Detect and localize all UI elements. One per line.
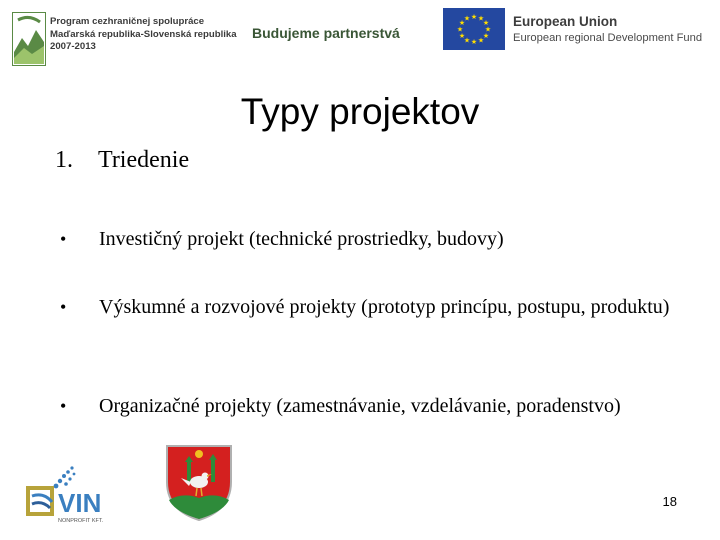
svg-text:★: ★ bbox=[458, 19, 466, 27]
eu-title: European Union bbox=[513, 14, 618, 29]
svg-text:★: ★ bbox=[456, 25, 464, 34]
bullet-text: Investičný projekt (technické prostriedky, budovy) bbox=[99, 228, 504, 250]
heading-number: 1. bbox=[55, 147, 73, 173]
bullet-symbol: • bbox=[60, 396, 67, 416]
slide-title: Typy projektov bbox=[240, 91, 480, 132]
vin-logo-subtext: NONPROFIT KFT. bbox=[58, 518, 104, 524]
svg-text:★: ★ bbox=[463, 14, 471, 23]
program-logo bbox=[12, 12, 46, 66]
vin-logo-text: VIN bbox=[58, 488, 102, 518]
vin-logo bbox=[24, 466, 144, 524]
program-line: Program cezhraničnej spolupráce bbox=[50, 16, 205, 27]
svg-text:★: ★ bbox=[484, 25, 492, 34]
svg-text:★: ★ bbox=[477, 36, 485, 45]
eu-subtitle: European regional Development Fund bbox=[513, 32, 703, 44]
svg-text:★: ★ bbox=[477, 14, 485, 23]
bullet-symbol: • bbox=[60, 229, 67, 249]
bullet-text: Organizačné projekty (zamestnávanie, vzdelávanie, poradenstvo) bbox=[99, 395, 621, 417]
bullet-symbol: • bbox=[60, 297, 67, 317]
program-line: 2007-2013 bbox=[50, 41, 96, 53]
svg-text:★: ★ bbox=[470, 13, 478, 21]
svg-text:★: ★ bbox=[470, 38, 478, 46]
svg-text:★: ★ bbox=[463, 36, 471, 45]
eu-flag-icon bbox=[443, 8, 505, 50]
bullet-text: Výskumné a rozvojové projekty (prototyp princípu, postupu, produktu) bbox=[99, 296, 670, 318]
program-line: Maďarská republika-Slovenská republika bbox=[50, 28, 237, 40]
coat-of-arms bbox=[163, 442, 235, 522]
slogan: Budujeme partnerstvá bbox=[252, 25, 400, 41]
program-name bbox=[50, 16, 250, 54]
svg-text:★: ★ bbox=[482, 19, 490, 27]
page-number: 18 bbox=[662, 494, 677, 509]
svg-text:★: ★ bbox=[482, 32, 490, 40]
heading-text: Triedenie bbox=[98, 147, 190, 173]
svg-text:★: ★ bbox=[458, 32, 466, 40]
